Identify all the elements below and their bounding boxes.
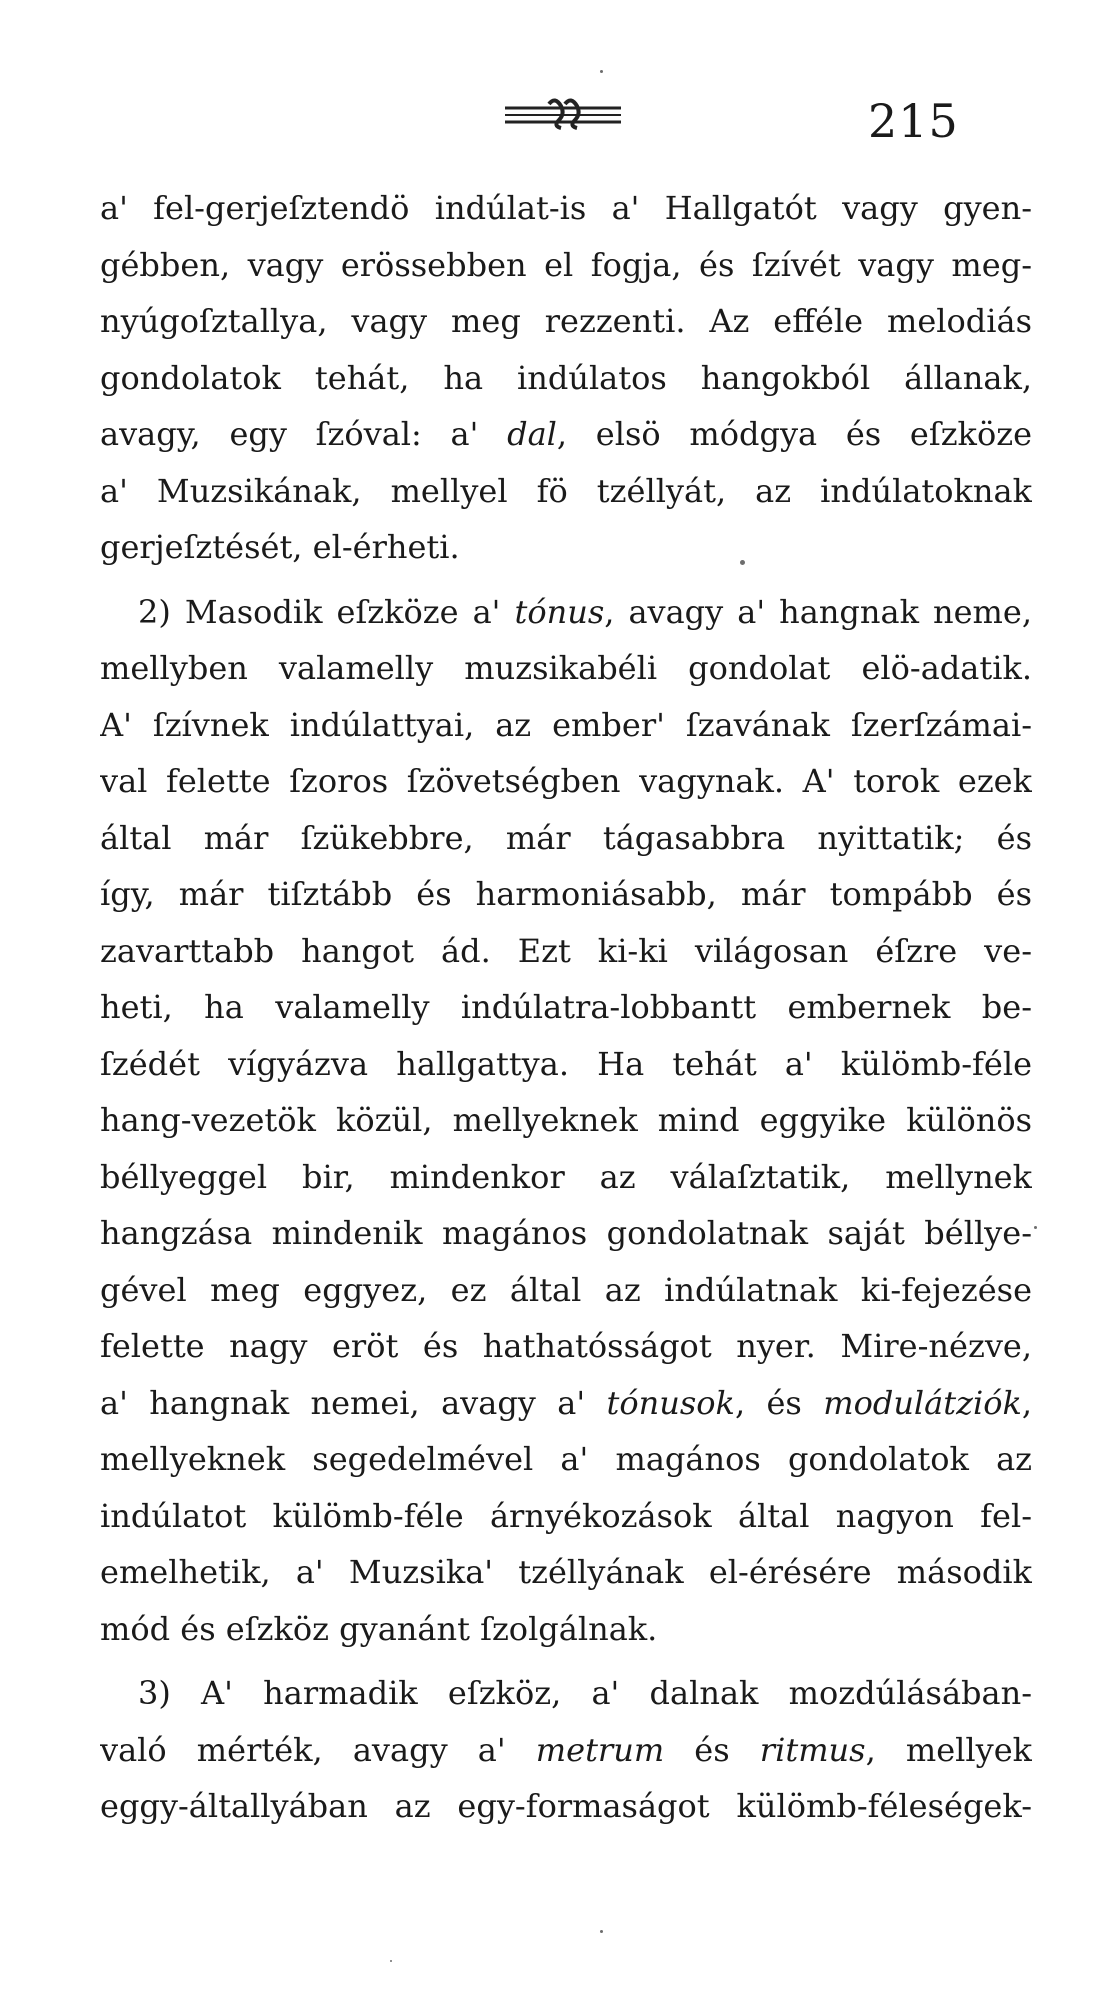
ink-speck — [600, 1930, 603, 1933]
text-segment: nyúgoſztallya, vagy meg rezzenti. Az efféle melodiás — [100, 302, 1032, 340]
text-segment: heti, ha valamelly indúlatra-lobbantt embernek be- — [100, 988, 1032, 1026]
text-segment: , — [1021, 1383, 1032, 1422]
text-line — [100, 923, 1032, 980]
italic-text: tónus — [514, 592, 605, 631]
text-line — [100, 810, 1032, 867]
ink-speck — [740, 560, 745, 565]
text-line — [100, 180, 1032, 237]
text-segment: val felette ſzoros ſzövetségben vagynak. A' torok ezek — [100, 762, 1032, 800]
text-segment: A' ſzívnek indúlattyai, az ember' ſzavának ſzerſzámai- — [100, 705, 1032, 744]
text-line — [100, 406, 1032, 463]
text-line — [100, 1431, 1032, 1488]
text-line — [100, 1665, 1032, 1722]
text-segment: mellyben valamelly muzsikabéli gondolat elö-adatik. — [100, 649, 1032, 687]
text-line — [100, 1149, 1032, 1206]
text-segment: , és — [734, 1383, 824, 1422]
text-line — [100, 519, 1032, 576]
text-line — [100, 463, 1032, 520]
text-line — [100, 1205, 1032, 1262]
text-segment: 3) A' harmadik eſzköz, a' dalnak mozdúlásában- — [138, 1674, 1032, 1712]
text-segment: felette nagy eröt és hathatósságot nyer. Mire-nézve, — [100, 1327, 1032, 1365]
page-number: 215 — [868, 94, 959, 148]
text-segment: , elsö módgya és eſzköze — [556, 415, 1032, 453]
text-segment: gondolatok tehát, ha indúlatos hangokból állanak, — [100, 358, 1032, 397]
text-segment: gébben, vagy erössebben el fogja, és ſzívét vagy meg- — [100, 245, 1032, 284]
decorative-rule-icon — [503, 98, 623, 132]
text-segment: a' Muzsikának, mellyel fö tzéllyát, az indúlatoknak — [100, 471, 1032, 510]
italic-text: metrum — [535, 1730, 665, 1769]
text-segment: , mellyek — [865, 1730, 1032, 1769]
text-line — [100, 979, 1032, 1036]
text-segment: avagy, egy ſzóval: a' — [100, 415, 508, 453]
text-segment: hangzása mindenik magános gondolatnak saját béllye- — [100, 1214, 1032, 1252]
text-segment: gerjeſztését, el-érheti. — [100, 528, 460, 566]
text-segment: való mérték, avagy a' — [100, 1730, 536, 1769]
text-line — [100, 237, 1032, 294]
text-line — [100, 1544, 1032, 1601]
text-line — [100, 1601, 1032, 1658]
italic-text: tónusok — [606, 1383, 735, 1422]
text-segment: béllyeggel bir, mindenkor az válaſztatik, mellynek — [100, 1157, 1032, 1196]
text-segment: és — [664, 1730, 760, 1769]
italic-text: modulátziók — [823, 1383, 1022, 1422]
text-segment: ſzédét vígyázva hallgattya. Ha tehát a' külömb-féle — [100, 1044, 1032, 1083]
text-line — [100, 697, 1032, 754]
text-segment: eggy-általlyában az egy-formaságot külömb-féleségek- — [100, 1787, 1032, 1825]
text-line — [100, 866, 1032, 923]
text-line — [100, 1778, 1032, 1835]
text-segment: a' hangnak nemei, avagy a' — [100, 1383, 607, 1422]
text-segment: 2) Masodik eſzköze a' — [138, 592, 515, 631]
text-line — [100, 1488, 1032, 1545]
italic-text: dal — [507, 415, 557, 453]
text-segment: emelhetik, a' Muzsika' tzéllyának el-érésére második — [100, 1553, 1032, 1591]
text-segment: indúlatot külömb-féle árnyékozások által nagyon fel- — [100, 1496, 1032, 1535]
body-text — [100, 180, 1032, 1835]
text-line — [100, 350, 1032, 407]
text-segment: , avagy a' hangnak neme, — [604, 592, 1032, 631]
text-segment: mellyeknek segedelmével a' magános gondolatok az — [100, 1440, 1032, 1478]
text-line — [100, 1318, 1032, 1375]
text-line — [100, 640, 1032, 697]
text-line — [100, 1722, 1032, 1779]
text-segment: hang-vezetök közül, mellyeknek mind eggyike különös — [100, 1101, 1032, 1139]
text-line — [100, 584, 1032, 641]
text-line — [100, 1036, 1032, 1093]
ink-speck — [1034, 1226, 1037, 1229]
ink-speck — [390, 1960, 392, 1962]
text-segment: gével meg eggyez, ez által az indúlatnak ki-fejezése — [100, 1270, 1032, 1309]
text-segment: a' fel-gerjeſztendö indúlat-is a' Hallgatót vagy gyen- — [100, 189, 1032, 227]
text-segment: által már ſzükebbre, már tágasabbra nyittatik; és — [100, 818, 1032, 857]
italic-text: ritmus — [759, 1730, 866, 1769]
text-segment: mód és eſzköz gyanánt ſzolgálnak. — [100, 1609, 658, 1648]
text-line — [100, 1375, 1032, 1432]
text-line — [100, 1262, 1032, 1319]
text-line — [100, 1092, 1032, 1149]
text-line — [100, 753, 1032, 810]
page-header — [0, 96, 1112, 146]
text-line — [100, 293, 1032, 350]
ink-speck — [600, 70, 603, 73]
text-segment: zavarttabb hangot ád. Ezt ki-ki világosan éſzre ve- — [100, 931, 1032, 970]
text-segment: így, már tiſztább és harmoniásabb, már tompább és — [100, 875, 1032, 913]
